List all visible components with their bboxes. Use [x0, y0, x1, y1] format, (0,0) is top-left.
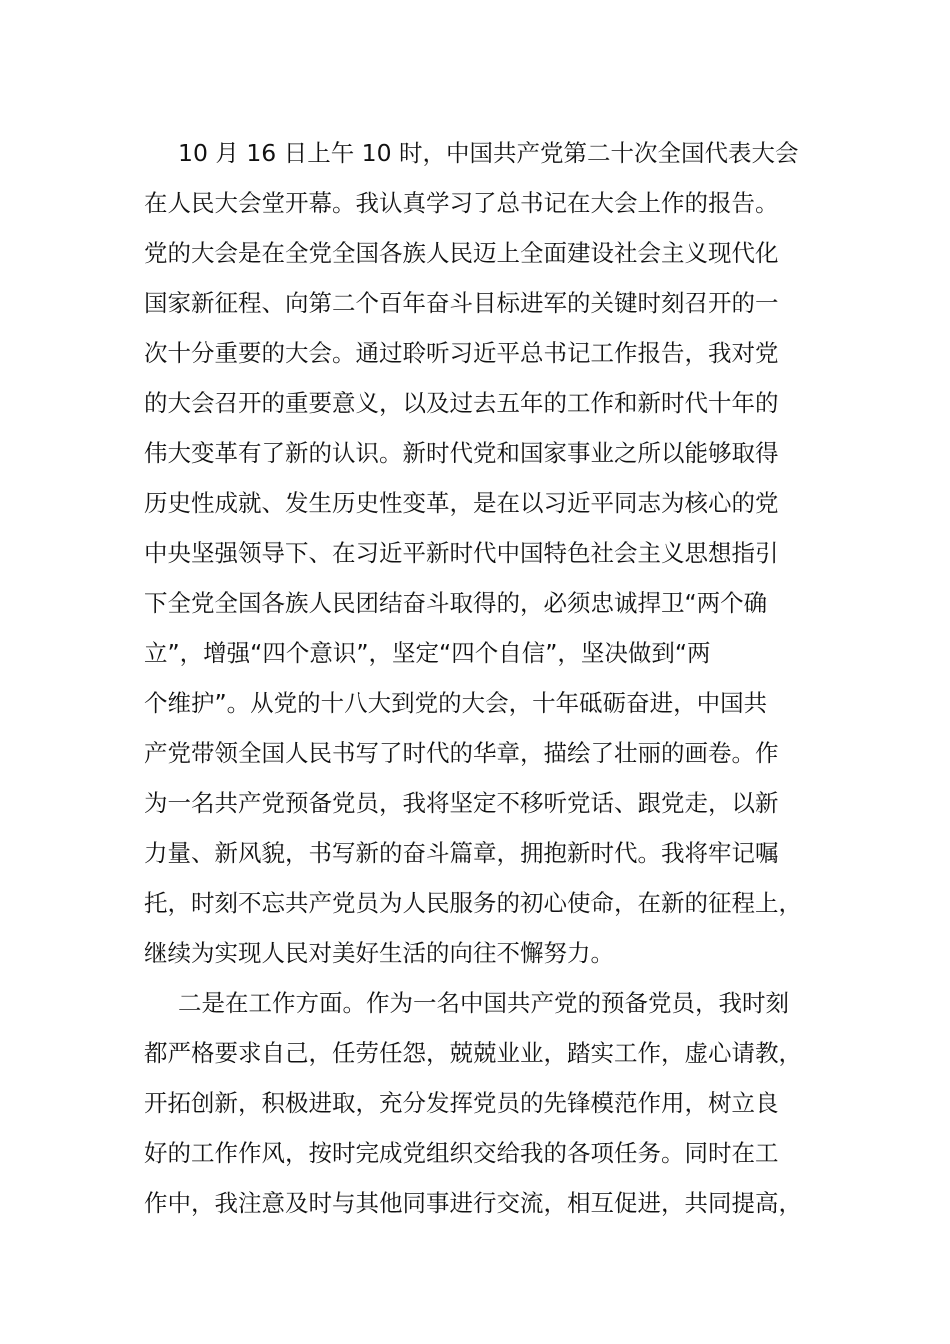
text-line: 国家新征程、向第二个百年奋斗目标进军的关键时刻召开的一 [144, 289, 779, 317]
text-line: 托，时刻不忘共产党员为人民服务的初心使命，在新的征程上， [144, 889, 802, 917]
text-line: 好的工作作风，按时完成党组织交给我的各项任务。同时在工 [144, 1139, 779, 1167]
text-line: 在人民大会堂开幕。我认真学习了总书记在大会上作的报告。 [144, 189, 779, 217]
text-line: 为一名共产党预备党员，我将坚定不移听党话、跟党走，以新 [144, 789, 779, 817]
paragraph-1 [144, 128, 834, 978]
text-line: 立”，增强“四个意识”，坚定“四个自信”，坚决做到“两 [144, 639, 711, 667]
text-line: 次十分重要的大会。通过聆听习近平总书记工作报告，我对党 [144, 339, 779, 367]
document-body [144, 128, 834, 1228]
text-line: 10 月 16 日上午 10 时，中国共产党第二十次全国代表大会 [178, 139, 799, 167]
text-line: 的大会召开的重要意义，以及过去五年的工作和新时代十年的 [144, 389, 779, 417]
text-line: 开拓创新，积极进取，充分发挥党员的先锋模范作用，树立良 [144, 1089, 779, 1117]
text-line: 二是在工作方面。作为一名中国共产党的预备党员，我时刻 [178, 989, 789, 1017]
text-line: 都严格要求自己，任劳任怨，兢兢业业，踏实工作，虚心请教， [144, 1039, 802, 1067]
text-line: 作中，我注意及时与其他同事进行交流，相互促进，共同提高， [144, 1189, 802, 1217]
text-line: 产党带领全国人民书写了时代的华章，描绘了壮丽的画卷。作 [144, 739, 779, 767]
text-line: 党的大会是在全党全国各族人民迈上全面建设社会主义现代化 [144, 239, 779, 267]
paragraph-2 [144, 978, 834, 1228]
text-line: 下全党全国各族人民团结奋斗取得的，必须忠诚捍卫“两个确 [144, 589, 768, 617]
text-line: 力量、新风貌，书写新的奋斗篇章，拥抱新时代。我将牢记嘱 [144, 839, 779, 867]
text-line: 继续为实现人民对美好生活的向往不懈努力。 [144, 939, 614, 967]
text-line: 中央坚强领导下、在习近平新时代中国特色社会主义思想指引 [144, 539, 779, 567]
text-line: 伟大变革有了新的认识。新时代党和国家事业之所以能够取得 [144, 439, 779, 467]
text-line: 历史性成就、发生历史性变革，是在以习近平同志为核心的党 [144, 489, 779, 517]
text-line: 个维护”。从党的十八大到党的大会，十年砥砺奋进，中国共 [144, 689, 768, 717]
